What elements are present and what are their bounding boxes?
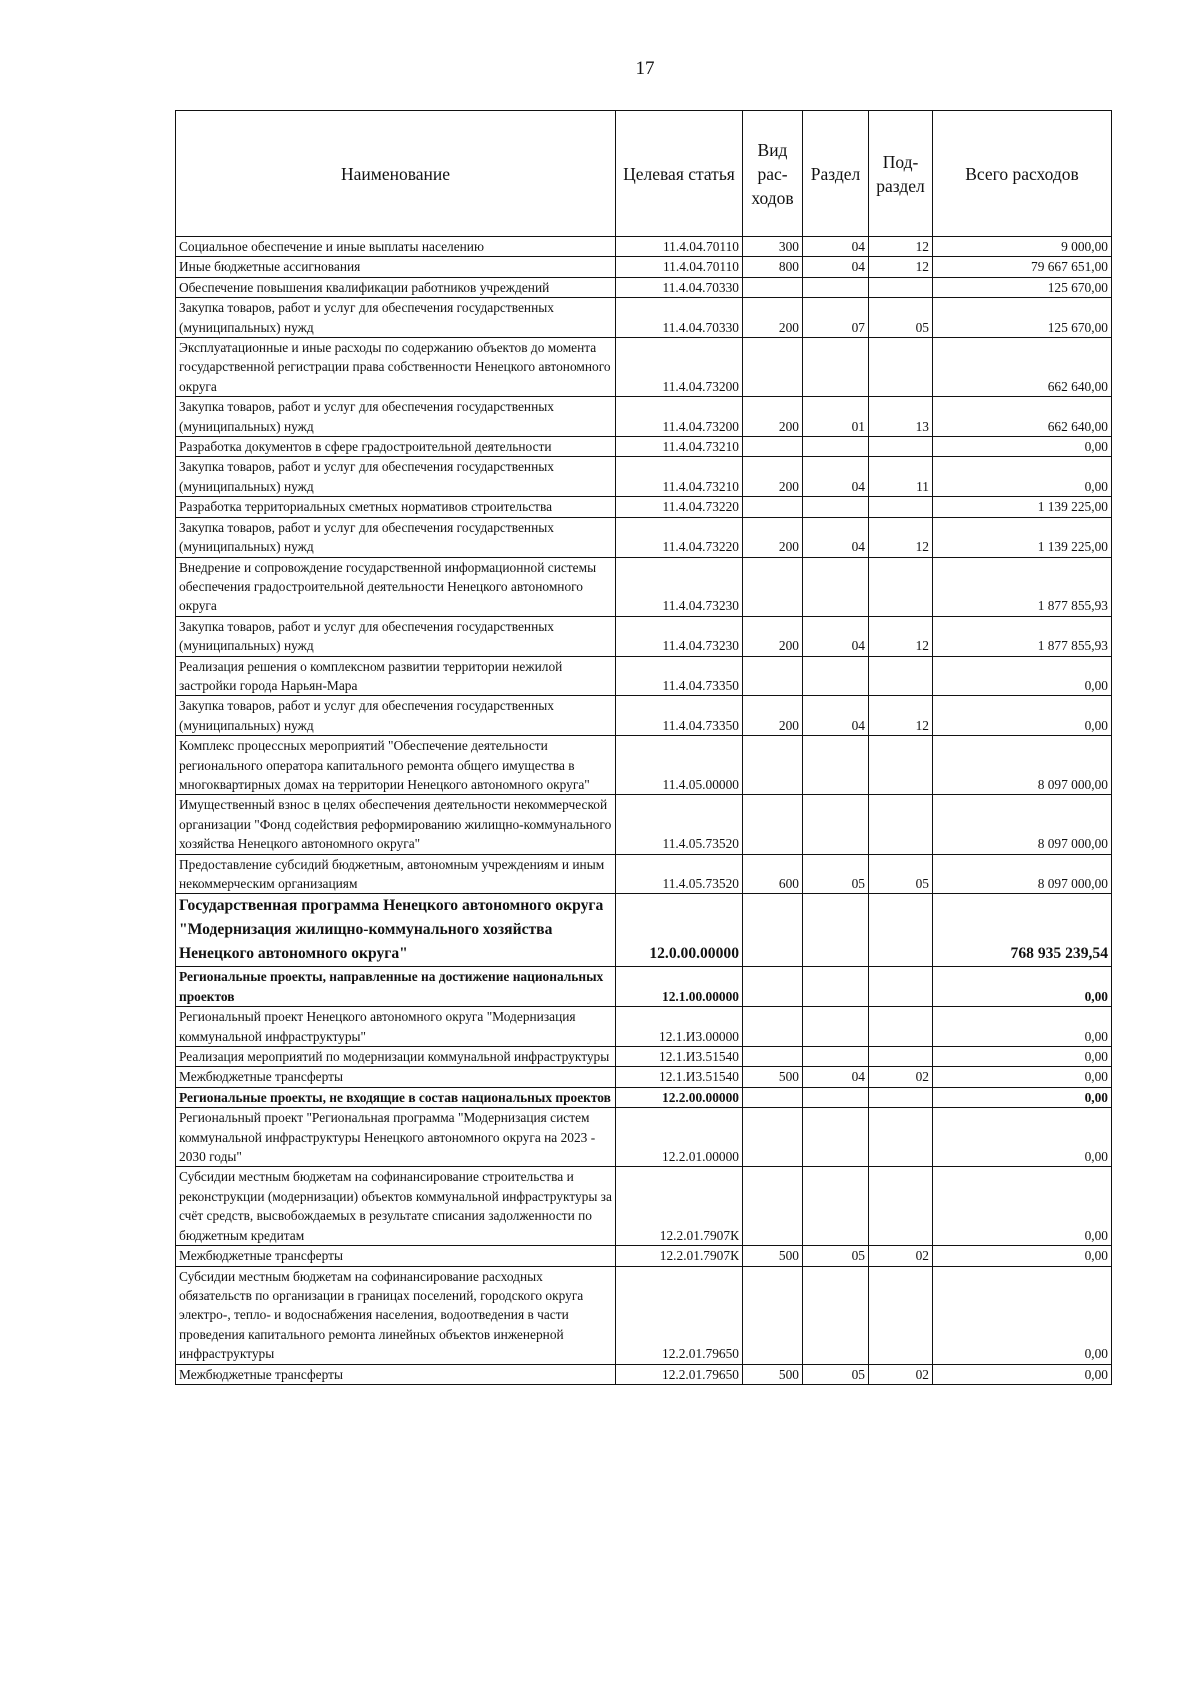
cell-name: Иные бюджетные ассигнования [176,257,616,277]
table-row [176,1266,1112,1364]
cell-type: 200 [743,616,803,656]
table-row [176,795,1112,854]
cell-total: 8 097 000,00 [933,854,1112,894]
cell-type [743,437,803,457]
cell-target: 11.4.04.73230 [616,616,743,656]
cell-subsection [869,795,933,854]
cell-target: 12.2.01.79650 [616,1364,743,1384]
cell-type: 500 [743,1364,803,1384]
cell-section: 04 [803,1067,869,1087]
cell-name: Закупка товаров, работ и услуг для обеспечения государственных (муниципальных) нужд [176,616,616,656]
cell-target: 12.1.00.00000 [616,967,743,1007]
cell-total: 0,00 [933,967,1112,1007]
table-row [176,437,1112,457]
cell-section [803,557,869,616]
cell-total: 768 935 239,54 [933,894,1112,967]
cell-section: 04 [803,616,869,656]
cell-section: 04 [803,696,869,736]
cell-target: 11.4.04.73210 [616,457,743,497]
cell-target: 12.0.00.00000 [616,894,743,967]
header-subsection: Под-раздел [869,111,933,237]
cell-type: 500 [743,1246,803,1266]
table-row [176,257,1112,277]
cell-total: 0,00 [933,1108,1112,1167]
cell-name: Предоставление субсидий бюджетным, автономным учреждениям и иным некоммерческим организациям [176,854,616,894]
cell-section [803,1167,869,1246]
cell-total: 0,00 [933,1087,1112,1107]
cell-target: 12.2.01.7907К [616,1167,743,1246]
cell-section: 04 [803,457,869,497]
cell-target: 11.4.05.73520 [616,854,743,894]
table-row [176,298,1112,338]
cell-total: 1 877 855,93 [933,557,1112,616]
cell-section [803,1108,869,1167]
table-row [176,517,1112,557]
cell-subsection [869,736,933,795]
cell-section [803,437,869,457]
table-row [176,557,1112,616]
cell-type [743,1007,803,1047]
header-type: Вид рас-ходов [743,111,803,237]
header-target: Целевая статья [616,111,743,237]
header-name: Наименование [176,111,616,237]
cell-total: 662 640,00 [933,338,1112,397]
cell-subsection [869,1087,933,1107]
cell-total: 0,00 [933,1167,1112,1246]
cell-name: Разработка документов в сфере градостроительной деятельности [176,437,616,457]
cell-target: 11.4.04.73220 [616,517,743,557]
table-row [176,1246,1112,1266]
table-row [176,1047,1112,1067]
cell-name: Межбюджетные трансферты [176,1246,616,1266]
cell-type [743,338,803,397]
table-row [176,1067,1112,1087]
cell-section [803,795,869,854]
cell-subsection [869,967,933,1007]
cell-subsection [869,1167,933,1246]
cell-type: 200 [743,696,803,736]
cell-name: Реализация решения о комплексном развитии территории нежилой застройки города Нарьян-Мара [176,656,616,696]
cell-section [803,1087,869,1107]
cell-target: 12.2.00.00000 [616,1087,743,1107]
cell-name: Межбюджетные трансферты [176,1364,616,1384]
cell-total: 9 000,00 [933,237,1112,257]
cell-section [803,1047,869,1067]
cell-name: Государственная программа Ненецкого автономного округа "Модернизация жилищно-коммунального хозяйства Ненецкого автономного округа" [176,894,616,967]
cell-name: Эксплуатационные и иные расходы по содержанию объектов до момента государственной регистрации права собственности Ненецкого автономного округа [176,338,616,397]
cell-subsection: 02 [869,1246,933,1266]
cell-total: 0,00 [933,1067,1112,1087]
cell-type [743,894,803,967]
table-row [176,616,1112,656]
cell-target: 12.2.01.7907К [616,1246,743,1266]
cell-type [743,736,803,795]
cell-name: Закупка товаров, работ и услуг для обеспечения государственных (муниципальных) нужд [176,517,616,557]
cell-total: 0,00 [933,1007,1112,1047]
cell-subsection: 12 [869,616,933,656]
cell-target: 11.4.04.73220 [616,497,743,517]
cell-name: Межбюджетные трансферты [176,1067,616,1087]
cell-name: Региональный проект "Региональная программа "Модернизация систем коммунальной инфраструктуры Ненецкого автономного округа на 2023 - 2030 годы" [176,1108,616,1167]
cell-subsection [869,656,933,696]
cell-target: 12.2.01.00000 [616,1108,743,1167]
cell-subsection [869,1108,933,1167]
cell-total: 0,00 [933,1047,1112,1067]
cell-type: 200 [743,397,803,437]
table-row [176,696,1112,736]
cell-section: 05 [803,854,869,894]
cell-section [803,497,869,517]
header-total: Всего расходов [933,111,1112,237]
cell-section [803,967,869,1007]
page-number: 17 [635,58,655,79]
table-row [176,237,1112,257]
cell-section: 05 [803,1364,869,1384]
table-body [176,237,1112,1385]
cell-section: 04 [803,517,869,557]
cell-section [803,656,869,696]
cell-name: Реализация мероприятий по модернизации коммунальной инфраструктуры [176,1047,616,1067]
cell-name: Региональный проект Ненецкого автономного округа "Модернизация коммунальной инфраструктуры" [176,1007,616,1047]
table-header-row [176,111,1112,237]
cell-section: 04 [803,237,869,257]
cell-type: 200 [743,517,803,557]
cell-target: 11.4.04.73200 [616,338,743,397]
cell-name: Региональные проекты, направленные на достижение национальных проектов [176,967,616,1007]
table-row [176,1108,1112,1167]
cell-type [743,1047,803,1067]
cell-name: Субсидии местным бюджетам на софинансирование строительства и реконструкции (модернизации) объектов коммунальной инфраструктуры за счёт средств, высвобождаемых в результате списания задолженности по бюджетным кредитам [176,1167,616,1246]
table-row [176,894,1112,967]
cell-section [803,894,869,967]
cell-section: 07 [803,298,869,338]
cell-subsection: 12 [869,517,933,557]
cell-type [743,1108,803,1167]
cell-total: 0,00 [933,1364,1112,1384]
table-row [176,656,1112,696]
cell-subsection: 12 [869,696,933,736]
cell-total: 125 670,00 [933,277,1112,297]
cell-section [803,1007,869,1047]
cell-target: 11.4.04.73350 [616,656,743,696]
cell-name: Закупка товаров, работ и услуг для обеспечения государственных (муниципальных) нужд [176,397,616,437]
cell-name: Разработка территориальных сметных нормативов строительства [176,497,616,517]
cell-subsection [869,277,933,297]
cell-section [803,338,869,397]
cell-type [743,1266,803,1364]
cell-subsection [869,497,933,517]
table-row [176,1087,1112,1107]
cell-target: 12.2.01.79650 [616,1266,743,1364]
cell-total: 125 670,00 [933,298,1112,338]
cell-total: 662 640,00 [933,397,1112,437]
cell-subsection: 13 [869,397,933,437]
header-section: Раздел [803,111,869,237]
table-row [176,967,1112,1007]
cell-name: Закупка товаров, работ и услуг для обеспечения государственных (муниципальных) нужд [176,457,616,497]
cell-total: 79 667 651,00 [933,257,1112,277]
table-row [176,397,1112,437]
cell-type: 600 [743,854,803,894]
cell-type: 200 [743,298,803,338]
cell-total: 1 139 225,00 [933,517,1112,557]
budget-table [175,110,1112,1385]
cell-name: Закупка товаров, работ и услуг для обеспечения государственных (муниципальных) нужд [176,298,616,338]
cell-type [743,497,803,517]
cell-type [743,795,803,854]
cell-name: Социальное обеспечение и иные выплаты населению [176,237,616,257]
cell-target: 12.1.И3.51540 [616,1067,743,1087]
cell-target: 11.4.04.70330 [616,298,743,338]
cell-total: 0,00 [933,656,1112,696]
cell-subsection: 02 [869,1364,933,1384]
cell-section [803,277,869,297]
cell-target: 11.4.04.73210 [616,437,743,457]
cell-type [743,967,803,1007]
cell-subsection [869,557,933,616]
cell-total: 8 097 000,00 [933,736,1112,795]
cell-type: 200 [743,457,803,497]
cell-subsection: 11 [869,457,933,497]
cell-type: 300 [743,237,803,257]
cell-subsection [869,1047,933,1067]
table-row [176,277,1112,297]
cell-subsection [869,437,933,457]
cell-total: 0,00 [933,1246,1112,1266]
cell-section: 05 [803,1246,869,1266]
cell-type [743,1167,803,1246]
cell-target: 11.4.05.73520 [616,795,743,854]
cell-subsection: 05 [869,298,933,338]
table-row [176,457,1112,497]
cell-section: 04 [803,257,869,277]
cell-target: 11.4.04.70330 [616,277,743,297]
table-row [176,1364,1112,1384]
cell-subsection [869,1007,933,1047]
cell-target: 11.4.04.73350 [616,696,743,736]
table-row [176,497,1112,517]
cell-target: 11.4.04.70110 [616,257,743,277]
cell-name: Комплекс процессных мероприятий "Обеспечение деятельности регионального оператора капитального ремонта общего имущества в многоквартирных домах на территории Ненецкого автономного округа" [176,736,616,795]
cell-type: 500 [743,1067,803,1087]
cell-subsection: 12 [869,237,933,257]
cell-subsection [869,894,933,967]
cell-total: 0,00 [933,1266,1112,1364]
cell-type [743,1087,803,1107]
table-row [176,736,1112,795]
cell-subsection: 02 [869,1067,933,1087]
cell-name: Внедрение и сопровождение государственной информационной системы обеспечения градостроительной деятельности Ненецкого автономного округа [176,557,616,616]
cell-name: Имущественный взнос в целях обеспечения деятельности некоммерческой организации "Фонд содействия реформированию жилищно-коммунального хозяйства Ненецкого автономного округа" [176,795,616,854]
cell-section: 01 [803,397,869,437]
cell-type: 800 [743,257,803,277]
cell-type [743,557,803,616]
cell-name: Закупка товаров, работ и услуг для обеспечения государственных (муниципальных) нужд [176,696,616,736]
cell-total: 1 877 855,93 [933,616,1112,656]
cell-name: Обеспечение повышения квалификации работников учреждений [176,277,616,297]
cell-target: 12.1.И3.00000 [616,1007,743,1047]
cell-target: 11.4.04.73200 [616,397,743,437]
cell-target: 11.4.04.70110 [616,237,743,257]
cell-section [803,1266,869,1364]
cell-total: 0,00 [933,437,1112,457]
cell-section [803,736,869,795]
cell-subsection: 05 [869,854,933,894]
table-row [176,1007,1112,1047]
cell-total: 0,00 [933,696,1112,736]
cell-subsection: 12 [869,257,933,277]
cell-name: Региональные проекты, не входящие в состав национальных проектов [176,1087,616,1107]
cell-subsection [869,338,933,397]
cell-target: 11.4.05.00000 [616,736,743,795]
cell-type [743,656,803,696]
table-row [176,338,1112,397]
cell-name: Субсидии местным бюджетам на софинансирование расходных обязательств по организации в границах поселений, городского округа электро-, тепло- и водоснабжения населения, водоотведения в части проведения капитального ремонта линейных объектов инженерной инфраструктуры [176,1266,616,1364]
table-row [176,1167,1112,1246]
cell-total: 0,00 [933,457,1112,497]
cell-total: 8 097 000,00 [933,795,1112,854]
cell-total: 1 139 225,00 [933,497,1112,517]
cell-type [743,277,803,297]
table-row [176,854,1112,894]
cell-target: 11.4.04.73230 [616,557,743,616]
cell-subsection [869,1266,933,1364]
cell-target: 12.1.И3.51540 [616,1047,743,1067]
